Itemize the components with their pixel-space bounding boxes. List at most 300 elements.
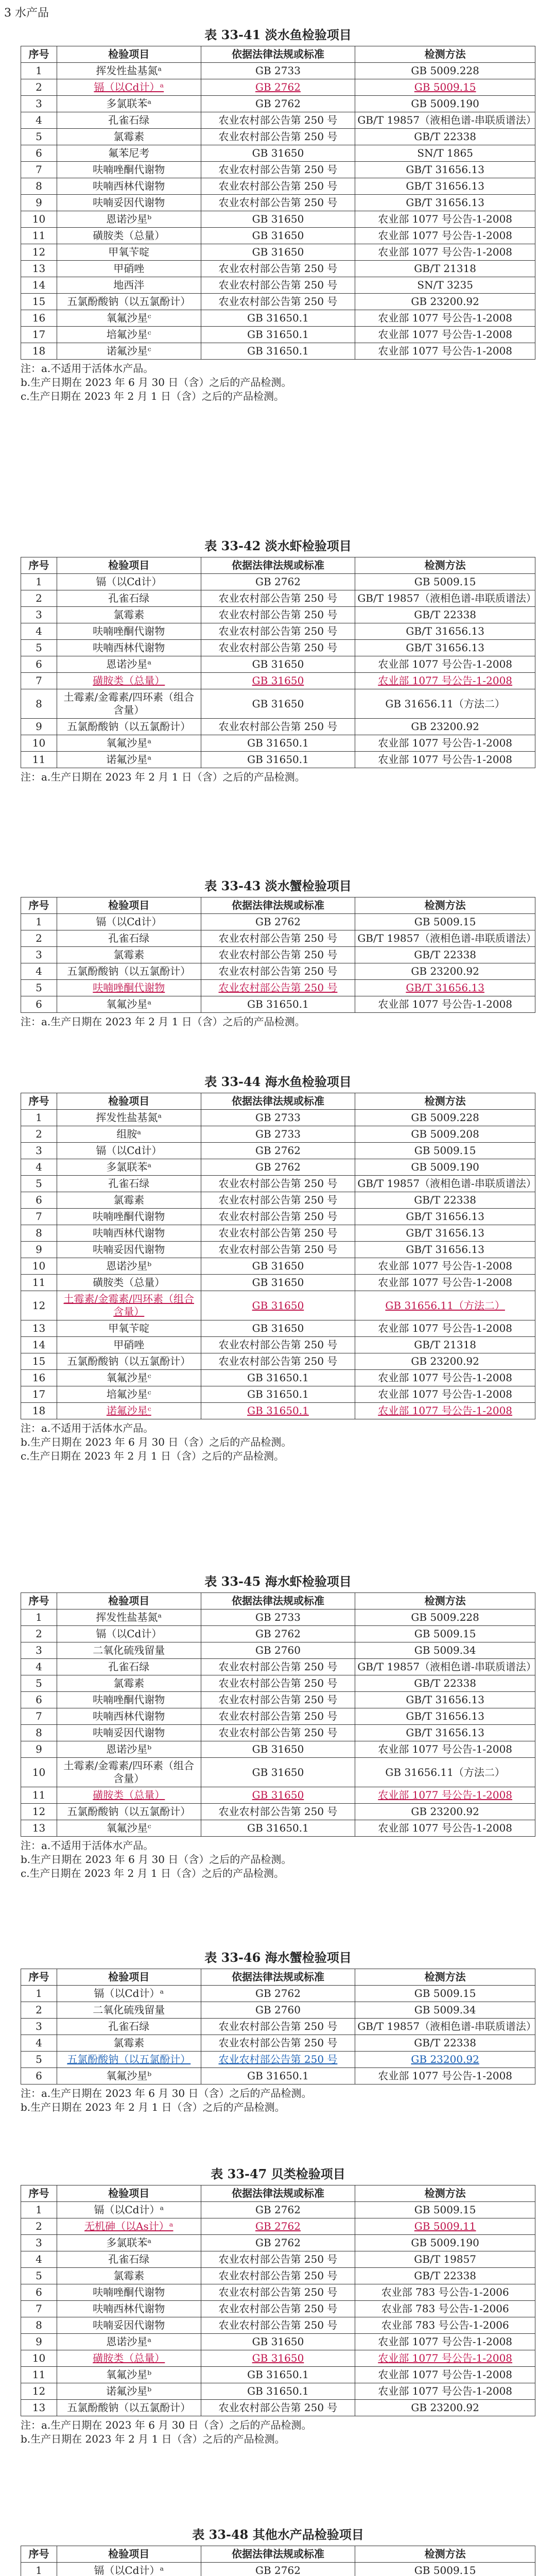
standard-basis: 农业农村部公告第 250 号 — [201, 129, 355, 145]
column-header: 依据法律法规或标准 — [201, 46, 355, 63]
item-name: 镉（以Cd计） — [57, 914, 201, 930]
row-number: 1 — [21, 1609, 57, 1626]
standard-basis: GB 31650.1 — [201, 1370, 355, 1386]
column-header: 序号 — [21, 1093, 57, 1110]
row-number: 14 — [21, 277, 57, 294]
row-number: 9 — [21, 1741, 57, 1758]
item-name: 镉（以Cd计） — [57, 1626, 201, 1642]
item-name: 恩诺沙星ᵃ — [57, 2334, 201, 2350]
standard-basis: GB 2762 — [201, 1143, 355, 1159]
table-header-row — [21, 2185, 535, 2202]
table-row — [21, 1642, 535, 1659]
table-row — [21, 656, 535, 673]
item-name: 呋喃唑酮代谢物 — [57, 623, 201, 640]
test-method: GB/T 31656.13 — [355, 640, 535, 656]
table-row — [21, 2268, 535, 2284]
row-number: 5 — [21, 640, 57, 656]
standard-basis: GB 31650 — [201, 244, 355, 261]
test-method: GB 5009.208 — [355, 1126, 535, 1143]
row-number: 7 — [21, 673, 57, 689]
table-row — [21, 1159, 535, 1176]
row-number: 11 — [21, 1787, 57, 1804]
row-number: 1 — [21, 2202, 57, 2218]
table-row — [21, 1787, 535, 1804]
table-row — [21, 2235, 535, 2251]
item-name: 呋喃唑酮代谢物 — [57, 1692, 201, 1708]
standard-basis: GB 31650.1 — [201, 735, 355, 752]
table-row — [21, 1386, 535, 1403]
table-row — [21, 1110, 535, 1126]
column-header: 检验项目 — [57, 557, 201, 574]
row-number: 1 — [21, 1986, 57, 2002]
table-row — [21, 195, 535, 211]
table-notes — [21, 1015, 535, 1029]
table-row — [21, 1143, 535, 1159]
table-block-41 — [21, 25, 535, 403]
table-title: 表 33-44 海水鱼检验项目 — [204, 1074, 352, 1089]
item-name: 呋喃西林代谢物 — [57, 2301, 201, 2317]
test-method: GB 23200.92 — [355, 2400, 535, 2416]
standard-basis: 农业农村部公告第 250 号 — [201, 2268, 355, 2284]
test-method: GB/T 22338 — [355, 1192, 535, 1209]
item-name: 恩诺沙星ᵇ — [57, 211, 201, 228]
test-method: GB/T 19857（液相色谱-串联质谱法） — [355, 930, 535, 947]
note-line: 注：a.不适用于活体水产品。 — [21, 1422, 154, 1434]
table-block-42 — [21, 536, 535, 784]
test-method: 农业部 1077 号公告-1-2008 — [355, 2367, 535, 2383]
table-row — [21, 162, 535, 178]
table-row — [21, 607, 535, 623]
table-row — [21, 1320, 535, 1337]
item-name: 五氯酚酸钠（以五氯酚计） — [57, 2400, 201, 2416]
standard-basis: GB 31650 — [201, 2350, 355, 2367]
table-row — [21, 2350, 535, 2367]
item-name: 磺胺类（总量） — [57, 1787, 201, 1804]
table-row — [21, 2251, 535, 2268]
row-number: 2 — [21, 2218, 57, 2235]
column-header: 依据法律法规或标准 — [201, 557, 355, 574]
standard-basis: 农业农村部公告第 250 号 — [201, 1225, 355, 1242]
test-method: GB 23200.92 — [355, 719, 535, 735]
item-name: 镉（以Cd计）ᵃ — [57, 1986, 201, 2002]
test-method: 农业部 783 号公告-1-2006 — [355, 2317, 535, 2334]
test-method: GB 5009.228 — [355, 1609, 535, 1626]
item-name: 五氯酚酸钠（以五氯酚计） — [57, 294, 201, 310]
standard-basis: GB 31650 — [201, 228, 355, 244]
column-header: 序号 — [21, 2546, 57, 2563]
standard-basis: 农业农村部公告第 250 号 — [201, 1708, 355, 1725]
standard-basis: GB 2762 — [201, 1626, 355, 1642]
table-block-43 — [21, 876, 535, 1029]
item-name: 无机砷（以As计）ᵃ — [57, 2218, 201, 2235]
table-row — [21, 1609, 535, 1626]
table-header-row — [21, 897, 535, 914]
standard-basis: 农业农村部公告第 250 号 — [201, 162, 355, 178]
table-row — [21, 2284, 535, 2301]
row-number: 8 — [21, 178, 57, 195]
item-name: 土霉素/金霉素/四环素（组合含量） — [57, 1291, 201, 1320]
test-method: 农业部 1077 号公告-1-2008 — [355, 735, 535, 752]
row-number: 10 — [21, 1758, 57, 1787]
item-name: 诺氟沙星ᶜ — [57, 1403, 201, 1419]
row-number: 4 — [21, 623, 57, 640]
item-name: 镉（以Cd计）ᵃ — [57, 2563, 201, 2576]
note-line: c.生产日期在 2023 年 2 月 1 日（含）之后的产品检测。 — [21, 1450, 285, 1462]
row-number: 5 — [21, 2052, 57, 2068]
item-name: 诺氟沙星ᶜ — [57, 343, 201, 360]
inspection-table — [21, 557, 535, 768]
item-name: 氧氟沙星ᵇ — [57, 2068, 201, 2084]
test-method: GB/T 31656.13 — [355, 195, 535, 211]
row-number: 1 — [21, 2563, 57, 2576]
test-method: 农业部 1077 号公告-1-2008 — [355, 1403, 535, 1419]
test-method: GB/T 31656.13 — [355, 1708, 535, 1725]
table-row — [21, 1176, 535, 1192]
item-name: 二氧化硫残留量 — [57, 2002, 201, 2019]
item-name: 氯霉素 — [57, 1675, 201, 1692]
note-line: 注：a.不适用于活体水产品。 — [21, 362, 154, 375]
test-method: 农业部 1077 号公告-1-2008 — [355, 1787, 535, 1804]
table-row — [21, 590, 535, 607]
column-header: 依据法律法规或标准 — [201, 1093, 355, 1110]
column-header: 检测方法 — [355, 1969, 535, 1986]
standard-basis: 农业农村部公告第 250 号 — [201, 1659, 355, 1675]
standard-basis: 农业农村部公告第 250 号 — [201, 2284, 355, 2301]
item-name: 恩诺沙星ᵃ — [57, 656, 201, 673]
table-row — [21, 1758, 535, 1787]
row-number: 4 — [21, 1159, 57, 1176]
standard-basis: 农业农村部公告第 250 号 — [201, 2035, 355, 2052]
row-number: 12 — [21, 2383, 57, 2400]
table-title: 表 33-42 淡水虾检验项目 — [204, 538, 352, 553]
table-row — [21, 2218, 535, 2235]
row-number: 2 — [21, 930, 57, 947]
table-row — [21, 145, 535, 162]
standard-basis: 农业农村部公告第 250 号 — [201, 195, 355, 211]
row-number: 16 — [21, 1370, 57, 1386]
standard-basis: 农业农村部公告第 250 号 — [201, 1692, 355, 1708]
row-number: 2 — [21, 79, 57, 96]
row-number: 14 — [21, 1337, 57, 1353]
row-number: 5 — [21, 1176, 57, 1192]
row-number: 10 — [21, 735, 57, 752]
item-name: 磺胺类（总量） — [57, 673, 201, 689]
item-name: 氧氟沙星ᶜ — [57, 1820, 201, 1837]
test-method: GB 5009.15 — [355, 1986, 535, 2002]
table-row — [21, 228, 535, 244]
standard-basis: GB 2733 — [201, 63, 355, 79]
table-row — [21, 2019, 535, 2035]
standard-basis: 农业农村部公告第 250 号 — [201, 1337, 355, 1353]
test-method: GB/T 19857（液相色谱-串联质谱法） — [355, 112, 535, 129]
row-number: 6 — [21, 656, 57, 673]
test-method: 农业部 1077 号公告-1-2008 — [355, 1320, 535, 1337]
standard-basis: 农业农村部公告第 250 号 — [201, 112, 355, 129]
column-header: 检测方法 — [355, 46, 535, 63]
standard-basis: 农业农村部公告第 250 号 — [201, 947, 355, 963]
test-method: GB 31656.11（方法二） — [355, 689, 535, 719]
table-header-row — [21, 2546, 535, 2563]
standard-basis: 农业农村部公告第 250 号 — [201, 2019, 355, 2035]
row-number: 8 — [21, 2317, 57, 2334]
note-line: c.生产日期在 2023 年 2 月 1 日（含）之后的产品检测。 — [21, 1867, 285, 1879]
standard-basis: GB 2762 — [201, 574, 355, 590]
test-method: GB 5009.15 — [355, 574, 535, 590]
item-name: 磺胺类（总量） — [57, 1275, 201, 1291]
row-number: 11 — [21, 2367, 57, 2383]
table-row — [21, 63, 535, 79]
test-method: GB/T 31656.13 — [355, 178, 535, 195]
item-name: 磺胺类（总量） — [57, 228, 201, 244]
row-number: 11 — [21, 228, 57, 244]
table-header-row — [21, 1969, 535, 1986]
test-method: GB/T 22338 — [355, 947, 535, 963]
test-method: GB/T 19857（液相色谱-串联质谱法） — [355, 2019, 535, 2035]
table-row — [21, 996, 535, 1013]
item-name: 五氯酚酸钠（以五氯酚计） — [57, 2052, 201, 2068]
table-row — [21, 2035, 535, 2052]
item-name: 多氯联苯ᵃ — [57, 1159, 201, 1176]
table-row — [21, 719, 535, 735]
test-method: 农业部 1077 号公告-1-2008 — [355, 211, 535, 228]
row-number: 6 — [21, 996, 57, 1013]
table-row — [21, 1659, 535, 1675]
standard-basis: 农业农村部公告第 250 号 — [201, 2251, 355, 2268]
item-name: 恩诺沙星ᵇ — [57, 1741, 201, 1758]
table-row — [21, 1337, 535, 1353]
item-name: 呋喃唑酮代谢物 — [57, 2284, 201, 2301]
test-method: 农业部 1077 号公告-1-2008 — [355, 2334, 535, 2350]
column-header: 检验项目 — [57, 1969, 201, 1986]
test-method: 农业部 1077 号公告-1-2008 — [355, 1370, 535, 1386]
test-method: 农业部 1077 号公告-1-2008 — [355, 1820, 535, 1837]
row-number: 13 — [21, 2400, 57, 2416]
row-number: 13 — [21, 261, 57, 277]
note-line: 注：a.生产日期在 2023 年 6 月 30 日（含）之后的产品检测。 — [21, 2087, 312, 2099]
test-method: GB/T 19857（液相色谱-串联质谱法） — [355, 590, 535, 607]
table-row — [21, 2317, 535, 2334]
table-title: 表 33-46 海水蟹检验项目 — [204, 1950, 352, 1965]
row-number: 11 — [21, 752, 57, 768]
table-row — [21, 1275, 535, 1291]
test-method: GB/T 22338 — [355, 2268, 535, 2284]
item-name: 氧氟沙星ᵃ — [57, 735, 201, 752]
table-row — [21, 2563, 535, 2576]
standard-basis: 农业农村部公告第 250 号 — [201, 930, 355, 947]
standard-basis: GB 31650.1 — [201, 1403, 355, 1419]
standard-basis: GB 2760 — [201, 2002, 355, 2019]
item-name: 氟苯尼考 — [57, 145, 201, 162]
test-method: GB 23200.92 — [355, 1804, 535, 1820]
standard-basis: GB 2762 — [201, 914, 355, 930]
row-number: 4 — [21, 2035, 57, 2052]
table-row — [21, 310, 535, 327]
test-method: 农业部 783 号公告-1-2006 — [355, 2284, 535, 2301]
column-header: 依据法律法规或标准 — [201, 2546, 355, 2563]
test-method: GB/T 19857（液相色谱-串联质谱法） — [355, 1659, 535, 1675]
standard-basis: GB 2762 — [201, 96, 355, 112]
item-name: 镉（以Cd计） — [57, 574, 201, 590]
table-row — [21, 2052, 535, 2068]
table-row — [21, 2367, 535, 2383]
note-line: b.生产日期在 2023 年 2 月 1 日（含）之后的产品检测。 — [21, 2101, 285, 2113]
note-line: b.生产日期在 2023 年 6 月 30 日（含）之后的产品检测。 — [21, 376, 292, 388]
row-number: 1 — [21, 914, 57, 930]
standard-basis: 农业农村部公告第 250 号 — [201, 2052, 355, 2068]
table-row — [21, 1692, 535, 1708]
row-number: 6 — [21, 1692, 57, 1708]
column-header: 检测方法 — [355, 557, 535, 574]
standard-basis: GB 2762 — [201, 1159, 355, 1176]
item-name: 氧氟沙星ᵇ — [57, 2367, 201, 2383]
item-name: 氧氟沙星ᶜ — [57, 310, 201, 327]
row-number: 9 — [21, 195, 57, 211]
test-method: 农业部 1077 号公告-1-2008 — [355, 1386, 535, 1403]
standard-basis: 农业农村部公告第 250 号 — [201, 1242, 355, 1258]
standard-basis: 农业农村部公告第 250 号 — [201, 261, 355, 277]
table-title: 表 33-43 淡水蟹检验项目 — [204, 878, 352, 893]
test-method: GB/T 22338 — [355, 607, 535, 623]
row-number: 7 — [21, 162, 57, 178]
item-name: 五氯酚酸钠（以五氯酚计） — [57, 1804, 201, 1820]
table-row — [21, 1209, 535, 1225]
test-method: GB 5009.15 — [355, 914, 535, 930]
test-method: 农业部 1077 号公告-1-2008 — [355, 310, 535, 327]
item-name: 氯霉素 — [57, 2268, 201, 2284]
table-row — [21, 1804, 535, 1820]
standard-basis: GB 2760 — [201, 1642, 355, 1659]
row-number: 3 — [21, 947, 57, 963]
standard-basis: 农业农村部公告第 250 号 — [201, 277, 355, 294]
table-row — [21, 752, 535, 768]
note-line: b.生产日期在 2023 年 2 月 1 日（含）之后的产品检测。 — [21, 2433, 285, 2445]
column-header: 序号 — [21, 2185, 57, 2202]
item-name: 呋喃西林代谢物 — [57, 178, 201, 195]
row-number: 17 — [21, 327, 57, 343]
test-method: GB/T 31656.13 — [355, 162, 535, 178]
table-row — [21, 574, 535, 590]
note-line: c.生产日期在 2023 年 2 月 1 日（含）之后的产品检测。 — [21, 390, 285, 402]
table-row — [21, 1986, 535, 2002]
item-name: 孔雀石绿 — [57, 1659, 201, 1675]
item-name: 挥发性盐基氮ᵃ — [57, 1110, 201, 1126]
table-notes — [21, 2087, 535, 2114]
table-block-44 — [21, 1072, 535, 1463]
row-number: 3 — [21, 2235, 57, 2251]
row-number: 5 — [21, 1675, 57, 1692]
table-row — [21, 673, 535, 689]
item-name: 呋喃妥因代谢物 — [57, 1242, 201, 1258]
item-name: 氯霉素 — [57, 1192, 201, 1209]
test-method: 农业部 1077 号公告-1-2008 — [355, 343, 535, 360]
test-method: GB 5009.11 — [355, 2218, 535, 2235]
table-block-47 — [21, 2164, 535, 2446]
table-block-46 — [21, 1947, 535, 2114]
row-number: 1 — [21, 63, 57, 79]
row-number: 2 — [21, 2002, 57, 2019]
test-method: GB 23200.92 — [355, 1353, 535, 1370]
test-method: GB/T 31656.13 — [355, 1692, 535, 1708]
table-row — [21, 689, 535, 719]
row-number: 4 — [21, 112, 57, 129]
note-line: 注：a.不适用于活体水产品。 — [21, 1839, 154, 1852]
table-header-row — [21, 46, 535, 63]
table-row — [21, 1242, 535, 1258]
test-method: 农业部 1077 号公告-1-2008 — [355, 228, 535, 244]
test-method: GB 5009.15 — [355, 79, 535, 96]
table-row — [21, 1725, 535, 1741]
standard-basis: 农业农村部公告第 250 号 — [201, 178, 355, 195]
table-title: 表 33-41 淡水鱼检验项目 — [204, 27, 352, 42]
test-method: GB/T 31656.13 — [355, 1242, 535, 1258]
standard-basis: GB 2762 — [201, 2563, 355, 2576]
test-method: GB/T 22338 — [355, 1675, 535, 1692]
item-name: 氧氟沙星ᶜ — [57, 1370, 201, 1386]
table-row — [21, 980, 535, 996]
standard-basis: GB 31650 — [201, 1291, 355, 1320]
table-notes — [21, 1421, 535, 1463]
test-method: GB 5009.228 — [355, 1110, 535, 1126]
row-number: 4 — [21, 2251, 57, 2268]
table-row — [21, 2334, 535, 2350]
note-line: b.生产日期在 2023 年 6 月 30 日（含）之后的产品检测。 — [21, 1436, 292, 1448]
standard-basis: GB 31650 — [201, 689, 355, 719]
table-row — [21, 2202, 535, 2218]
column-header: 检测方法 — [355, 2546, 535, 2563]
item-name: 呋喃妥因代谢物 — [57, 195, 201, 211]
inspection-table — [21, 2185, 535, 2416]
item-name: 孔雀石绿 — [57, 112, 201, 129]
test-method: GB 31656.11（方法二） — [355, 1291, 535, 1320]
standard-basis: GB 31650 — [201, 2334, 355, 2350]
item-name: 挥发性盐基氮ᵃ — [57, 1609, 201, 1626]
standard-basis: GB 2733 — [201, 1126, 355, 1143]
column-header: 检测方法 — [355, 897, 535, 914]
test-method: 农业部 1077 号公告-1-2008 — [355, 244, 535, 261]
table-block-48 — [21, 2524, 535, 2576]
row-number: 10 — [21, 1258, 57, 1275]
inspection-table — [21, 46, 535, 360]
table-block-45 — [21, 1571, 535, 1880]
row-number: 8 — [21, 1725, 57, 1741]
item-name: 氧氟沙星ᵃ — [57, 996, 201, 1013]
table-title: 表 33-45 海水虾检验项目 — [204, 1574, 352, 1589]
row-number: 12 — [21, 1804, 57, 1820]
standard-basis: 农业农村部公告第 250 号 — [201, 1804, 355, 1820]
standard-basis: 农业农村部公告第 250 号 — [201, 2317, 355, 2334]
item-name: 呋喃妥因代谢物 — [57, 2317, 201, 2334]
table-row — [21, 963, 535, 980]
row-number: 6 — [21, 145, 57, 162]
test-method: 农业部 1077 号公告-1-2008 — [355, 673, 535, 689]
table-row — [21, 1353, 535, 1370]
standard-basis: 农业农村部公告第 250 号 — [201, 719, 355, 735]
item-name: 氯霉素 — [57, 947, 201, 963]
row-number: 9 — [21, 719, 57, 735]
note-line: 注：a.生产日期在 2023 年 6 月 30 日（含）之后的产品检测。 — [21, 2419, 312, 2431]
standard-basis: GB 2762 — [201, 2235, 355, 2251]
row-number: 6 — [21, 1192, 57, 1209]
row-number: 5 — [21, 980, 57, 996]
standard-basis: GB 2762 — [201, 2218, 355, 2235]
table-row — [21, 327, 535, 343]
test-method: GB 23200.92 — [355, 963, 535, 980]
item-name: 土霉素/金霉素/四环素（组合含量） — [57, 689, 201, 719]
table-header-row — [21, 557, 535, 574]
row-number: 13 — [21, 1820, 57, 1837]
row-number: 11 — [21, 1275, 57, 1291]
row-number: 10 — [21, 211, 57, 228]
